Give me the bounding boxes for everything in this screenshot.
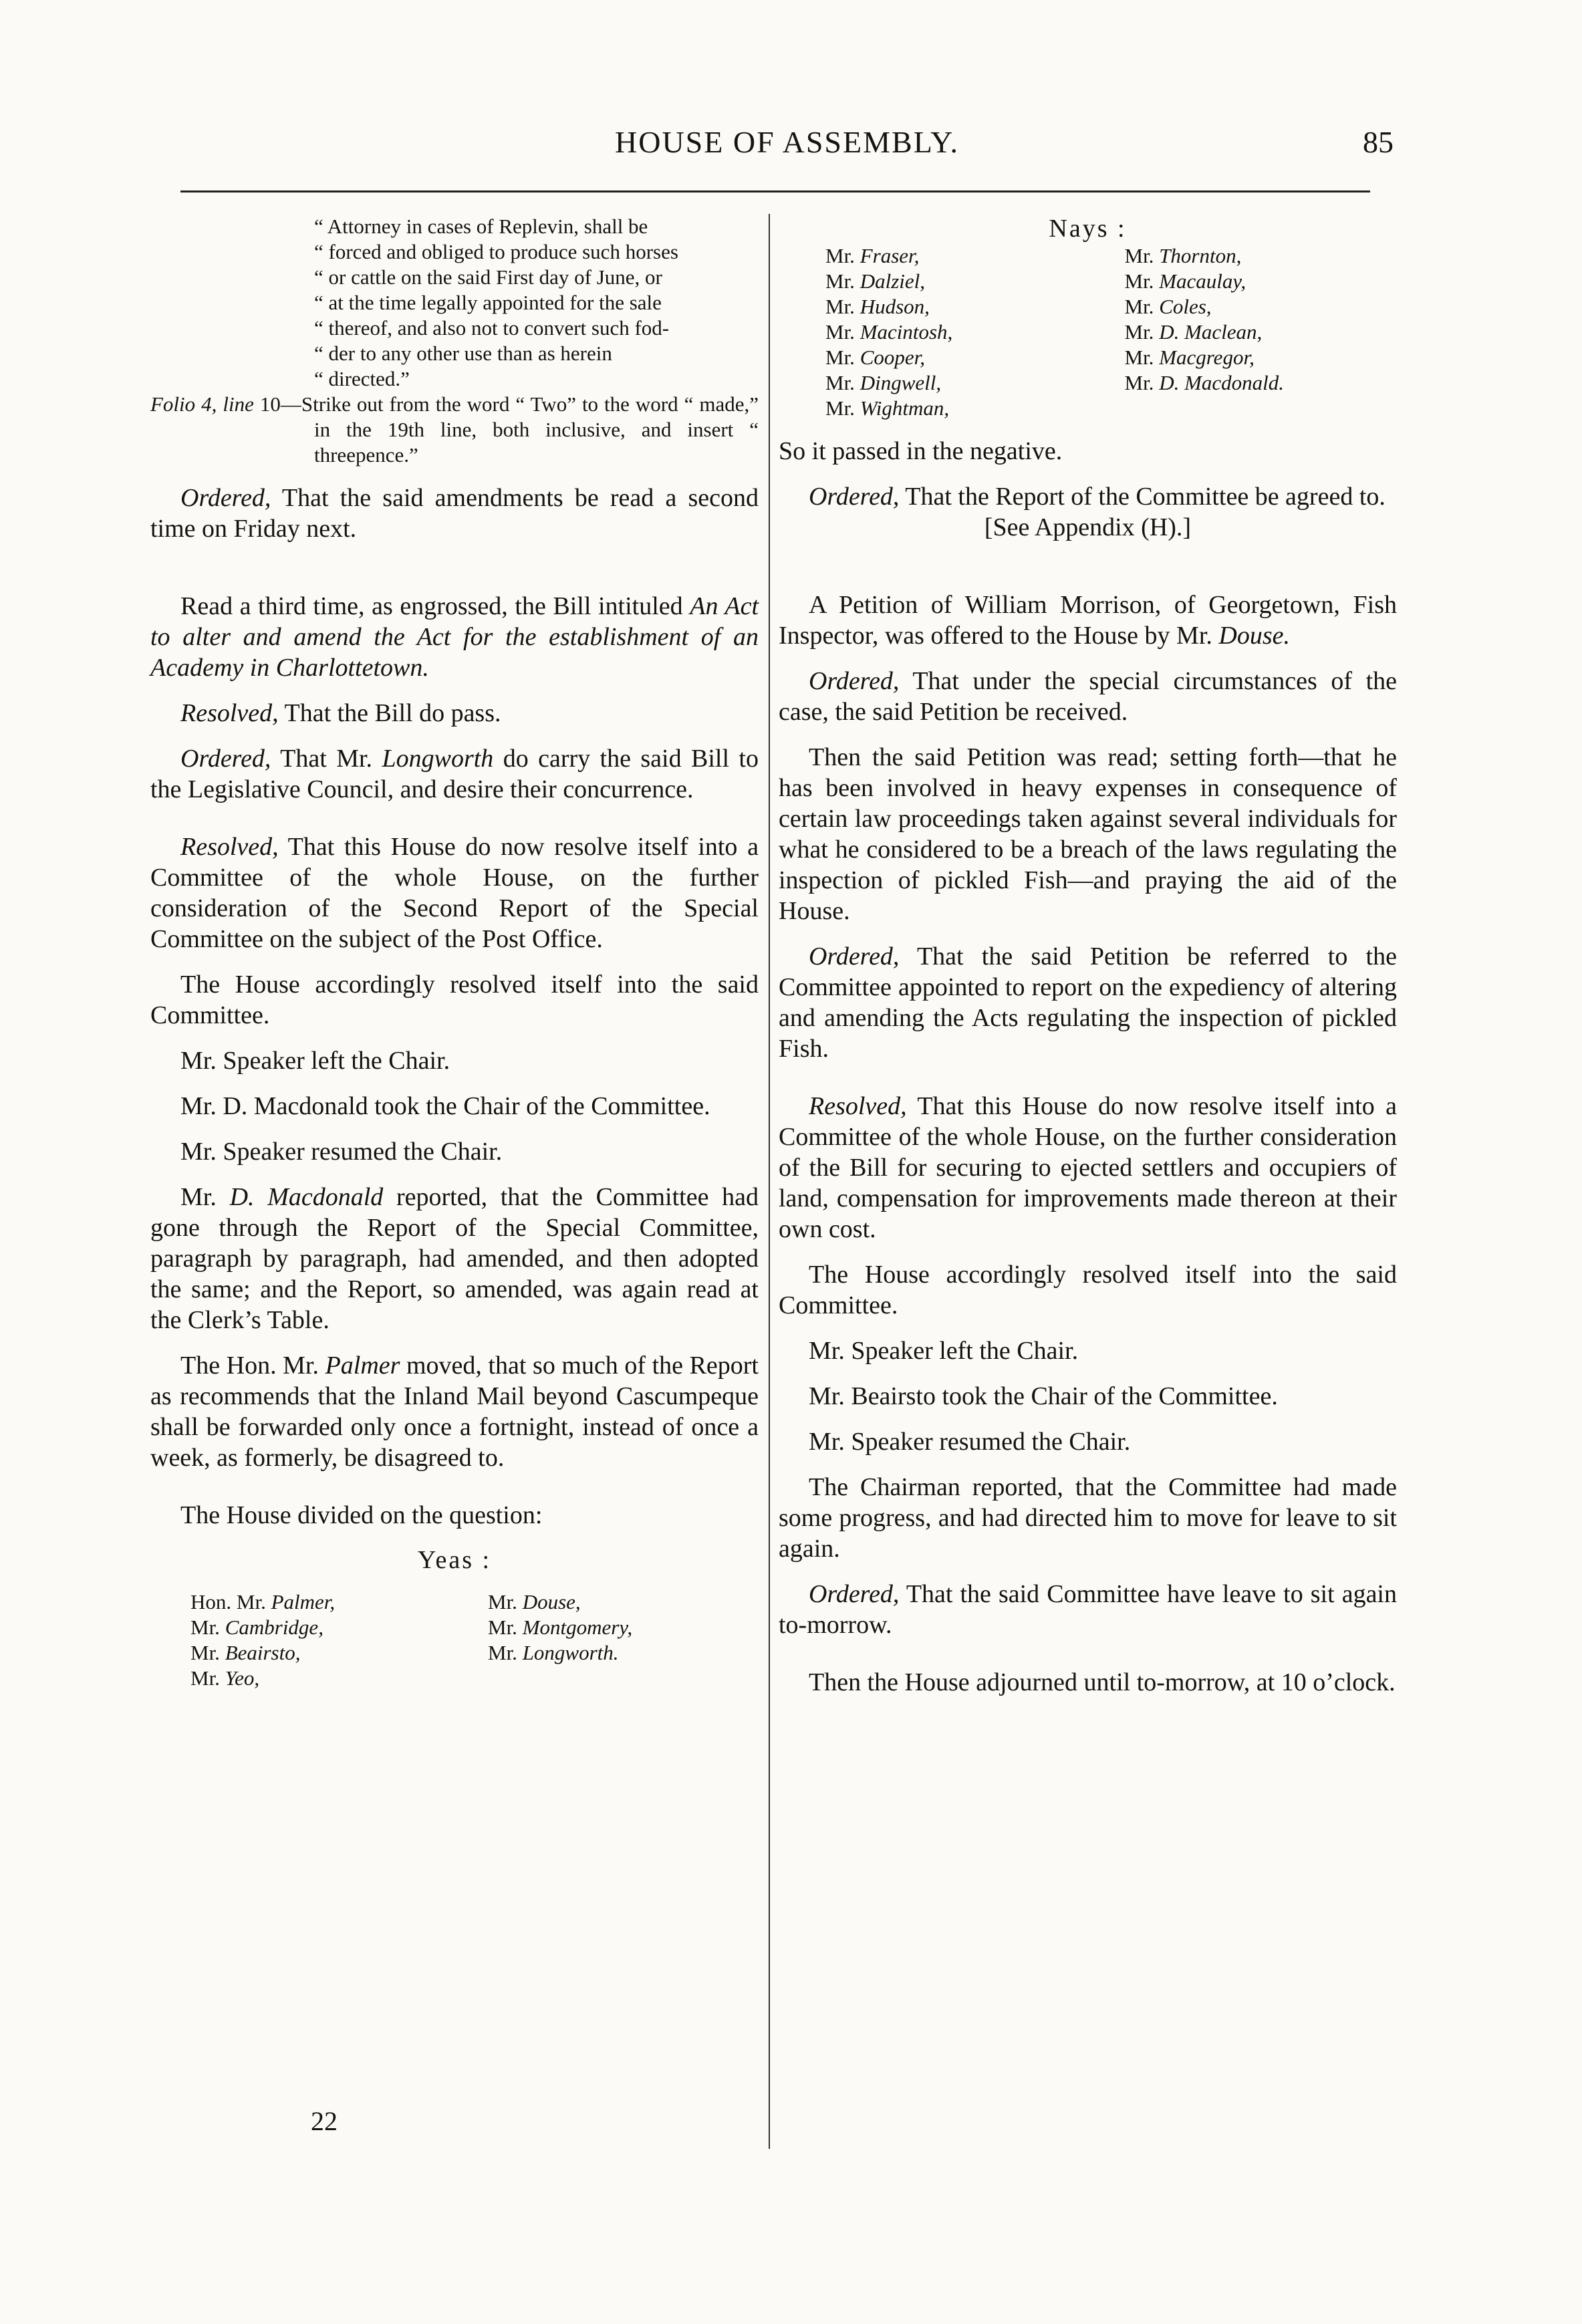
- nays-heading: Nays :: [1049, 215, 1127, 243]
- title: Mr.: [488, 1616, 517, 1639]
- lead-word: Resolved,: [809, 1092, 907, 1120]
- yea-name: [190, 1615, 461, 1640]
- yeas-heading: Yeas :: [417, 1546, 492, 1574]
- yea-name: [488, 1640, 759, 1666]
- chairman-reported: The Chairman reported, that the Committee had made some progress, and had directed him to move for leave to sit again.: [779, 1473, 1397, 1563]
- speaker-resumed: Mr. Speaker resumed the Chair.: [180, 1138, 503, 1166]
- bill-title: An Act to alter and amend the Act for the establishment of an Academy in Charlottetown.: [150, 592, 759, 682]
- header-rule: [180, 190, 1370, 192]
- lead-word: Ordered,: [809, 942, 900, 971]
- title: Mr.: [1124, 269, 1154, 293]
- nay-name: [1125, 370, 1398, 396]
- quote-line: “ der to any other use than as herein: [314, 342, 612, 365]
- speaker-left: Mr. Speaker left the Chair.: [809, 1337, 1079, 1365]
- member-name: Douse.: [1218, 622, 1291, 650]
- title: Mr.: [1124, 371, 1154, 394]
- title: Mr.: [825, 346, 855, 369]
- yea-name: [190, 1666, 461, 1691]
- title: Mr.: [825, 320, 855, 344]
- surname: Dalziel,: [860, 269, 925, 293]
- surname: Coles,: [1159, 295, 1212, 318]
- para-text: That the Report of the Committee be agreed to.: [905, 483, 1386, 511]
- nay-name: [825, 396, 1098, 421]
- column-divider: [769, 214, 770, 2149]
- para-text: Read a third time, as engrossed, the Bill intituled: [180, 592, 683, 620]
- quote-line: “ or cattle on the said First day of June, or: [314, 265, 662, 289]
- page-number: 85: [1363, 125, 1394, 159]
- surname: Hudson,: [860, 295, 930, 318]
- para-text: That this House do now resolve itself into a Committee of the whole House, on the further consideration of the Bill for securing to ejected settlers and occupiers of land, compensation for improvements made thereon at their own cost.: [779, 1092, 1397, 1243]
- house-adjourned: Then the House adjourned until to-morrow, at 10 o’clock.: [809, 1668, 1396, 1696]
- nay-name: [825, 370, 1098, 396]
- nay-name: [825, 345, 1098, 370]
- title: Mr.: [1124, 244, 1154, 267]
- surname: Beairsto,: [225, 1641, 301, 1664]
- nay-name: [825, 294, 1098, 319]
- yeas-list: [150, 1589, 759, 1691]
- lead-word: Ordered,: [180, 484, 271, 512]
- surname: Douse,: [522, 1590, 581, 1613]
- title: Mr.: [1124, 295, 1154, 318]
- house-resolved: The House accordingly resolved itself into the said Committee.: [150, 971, 759, 1029]
- house-divided: The House divided on the question:: [180, 1501, 543, 1529]
- resolved-pass: [150, 698, 759, 729]
- ordered-sit-again: [779, 1579, 1397, 1640]
- surname: Fraser,: [860, 244, 920, 267]
- lead-word: Resolved,: [180, 833, 279, 861]
- surname: D. Maclean,: [1159, 320, 1263, 344]
- nay-name: [825, 269, 1098, 294]
- title: Mr.: [488, 1590, 517, 1613]
- surname: D. Macdonald.: [1159, 371, 1285, 394]
- para-text: That the said amendments be read a second time on Friday next.: [150, 484, 759, 543]
- title: Mr.: [190, 1666, 220, 1690]
- quoted-amendment: [150, 214, 759, 392]
- surname: Palmer,: [271, 1590, 336, 1613]
- surname: Macintosh,: [860, 320, 953, 344]
- title: Hon. Mr.: [190, 1590, 266, 1613]
- para-text: That the said Committee have leave to sit again to-morrow.: [779, 1580, 1397, 1639]
- surname: Thornton,: [1159, 244, 1242, 267]
- page-header: [180, 124, 1394, 171]
- surname: Macaulay,: [1159, 269, 1246, 293]
- yea-name: [190, 1589, 461, 1615]
- petition-offered: [779, 590, 1397, 651]
- quote-line: “ thereof, and also not to convert such fod-: [314, 316, 670, 340]
- para-text: That Mr.: [280, 745, 373, 773]
- folio-amendment: [150, 392, 759, 468]
- quote-line: “ Attorney in cases of Replevin, shall be: [314, 215, 648, 238]
- ordered-report-agreed: [779, 481, 1397, 512]
- para-text: That this House do now resolve itself into a Committee of the whole House, on the further consideration of the Second Report of the Special Committee on the subject of the Post Office.: [150, 833, 759, 953]
- third-reading: [150, 591, 759, 683]
- lead-word: Ordered,: [809, 483, 900, 511]
- lead-word: Ordered,: [809, 667, 900, 695]
- nay-name: [1125, 345, 1398, 370]
- title: Mr.: [190, 1616, 220, 1639]
- macdonald-reported: [150, 1182, 759, 1335]
- yea-name: [488, 1615, 759, 1640]
- lead-word: Ordered,: [809, 1580, 900, 1608]
- para-text: That under the special circumstances of the case, the said Petition be received.: [779, 667, 1397, 726]
- lead-word: Resolved,: [180, 699, 279, 727]
- nays-list: [779, 243, 1397, 421]
- nay-name: [825, 243, 1098, 269]
- nay-name: [1125, 269, 1398, 294]
- title: Mr.: [488, 1641, 517, 1664]
- para-text: That the Bill do pass.: [284, 699, 501, 727]
- quote-line: “ directed.”: [314, 367, 410, 390]
- nay-name: [825, 319, 1098, 345]
- beairsto-took-chair: Mr. Beairsto took the Chair of the Committee.: [809, 1382, 1278, 1410]
- ordered-amendments: [150, 483, 759, 544]
- surname: Longworth.: [522, 1641, 619, 1664]
- amend-lead: Folio 4, line: [150, 392, 254, 416]
- para-text: moved, that so much of the Report as recommends that the Inland Mail beyond Cascumpeque shall be forwarded only once a fortnight, instead of once a week, as formerly, be disagreed to.: [150, 1351, 759, 1472]
- para-text: reported, that the Committee had gone through the Report of the Special Committee, paragraph by paragraph, had amended, and then adopted the same; and the Report, so amended, was again read at the Clerk’s Table.: [150, 1183, 759, 1334]
- title: Mr.: [825, 295, 855, 318]
- surname: Wightman,: [860, 396, 950, 420]
- surname: Dingwell,: [860, 371, 942, 394]
- para-text: The Hon. Mr.: [180, 1351, 319, 1380]
- amend-text: 10—Strike out from the word “ Two” to the word “ made,” in the 19th line, both inclusive, and insert “ threepence.”: [259, 392, 759, 467]
- nay-name: [1125, 243, 1398, 269]
- title: Mr.: [1124, 320, 1154, 344]
- signature-mark: 22: [311, 2106, 338, 2136]
- right-column: [779, 214, 1397, 1698]
- para-text: Mr.: [180, 1183, 217, 1211]
- running-head: HOUSE OF ASSEMBLY.: [615, 125, 959, 159]
- petition-read: Then the said Petition was read; setting forth—that he has been involved in heavy expenses in consequence of certain law proceedings taken against several individuals for what he considered to be a breach of the laws regulating the inspection of pickled Fish—and praying the aid of the House.: [779, 743, 1397, 925]
- lead-word: Ordered,: [180, 745, 271, 773]
- nay-name: [1125, 294, 1398, 319]
- title: Mr.: [190, 1641, 220, 1664]
- yea-name: [488, 1589, 759, 1615]
- quote-line: “ at the time legally appointed for the sale: [314, 291, 662, 314]
- house-resolved: The House accordingly resolved itself into the said Committee.: [779, 1261, 1397, 1319]
- speaker-left: Mr. Speaker left the Chair.: [180, 1047, 450, 1075]
- para-text: A Petition of William Morrison, of Georgetown, Fish Inspector, was offered to the House by Mr.: [779, 591, 1397, 650]
- member-name: Longworth: [382, 745, 494, 773]
- resolved-committee: [150, 831, 759, 954]
- yea-name: [190, 1640, 461, 1666]
- para-text: do carry the said Bill to the Legislative Council, and desire their concurrence.: [150, 745, 759, 803]
- surname: Cambridge,: [225, 1616, 323, 1639]
- member-name: D. Macdonald: [229, 1183, 384, 1211]
- title: Mr.: [825, 269, 855, 293]
- appendix-reference: [See Appendix (H).]: [984, 513, 1192, 541]
- speaker-resumed: Mr. Speaker resumed the Chair.: [809, 1428, 1131, 1456]
- ordered-petition-referred: [779, 941, 1397, 1064]
- member-name: Palmer: [325, 1351, 400, 1380]
- para-text: That the said Petition be referred to the Committee appointed to report on the expediency of altering and amending the Acts regulating the inspection of pickled Fish.: [779, 942, 1397, 1063]
- surname: Cooper,: [860, 346, 926, 369]
- resolved-settlers-bill: [779, 1091, 1397, 1245]
- title: Mr.: [1124, 346, 1154, 369]
- palmer-moved: [150, 1350, 759, 1473]
- title: Mr.: [825, 244, 855, 267]
- left-column: [150, 214, 759, 1691]
- quote-line: “ forced and obliged to produce such horses: [314, 240, 678, 263]
- title: Mr.: [825, 396, 855, 420]
- surname: Montgomery,: [522, 1616, 633, 1639]
- ordered-petition-received: [779, 666, 1397, 727]
- passed-negative: So it passed in the negative.: [779, 437, 1063, 465]
- ordered-carry-bill: [150, 743, 759, 805]
- surname: Macgregor,: [1159, 346, 1255, 369]
- surname: Yeo,: [225, 1666, 260, 1690]
- title: Mr.: [825, 371, 855, 394]
- nay-name: [1125, 319, 1398, 345]
- took-chair: Mr. D. Macdonald took the Chair of the Committee.: [180, 1092, 710, 1120]
